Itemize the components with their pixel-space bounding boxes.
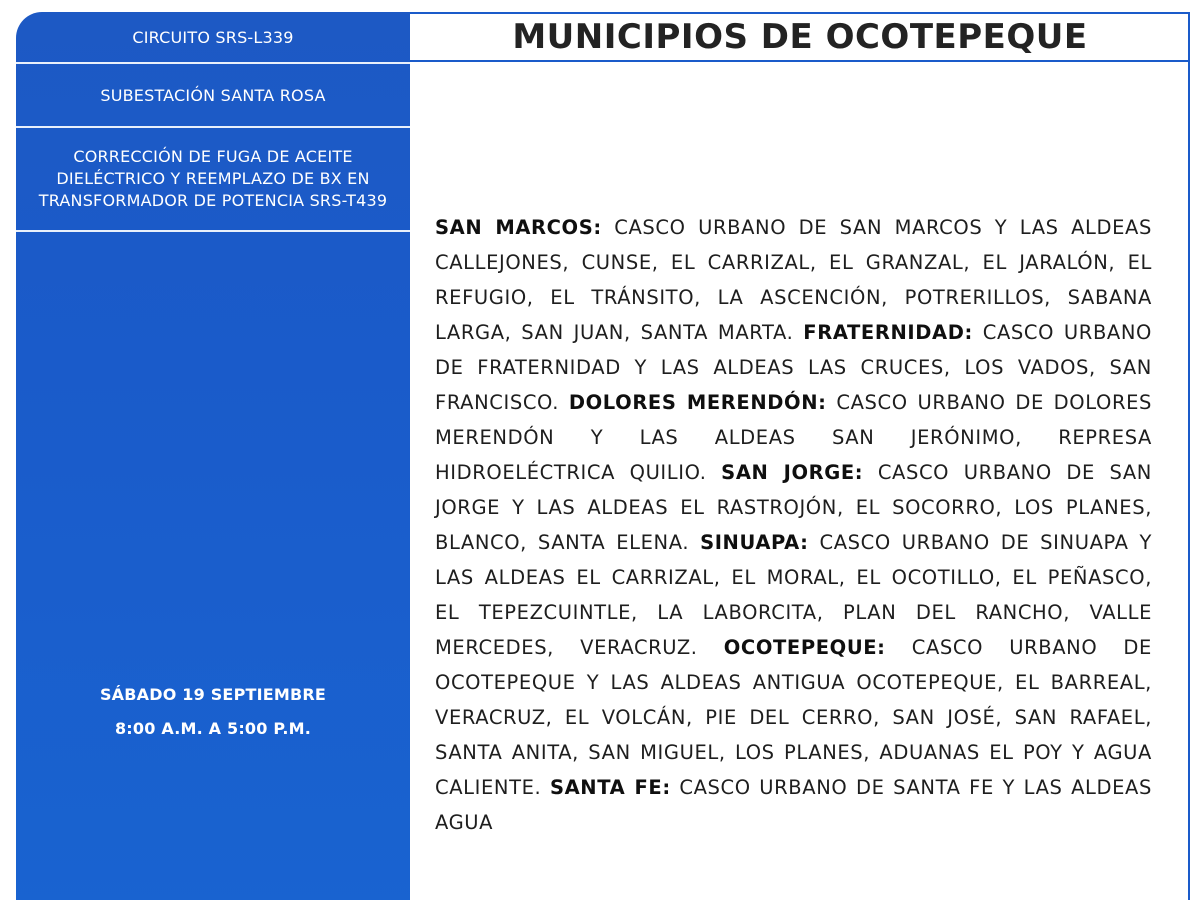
- circuit-label: CIRCUITO SRS-L339: [132, 27, 294, 47]
- municipality-areas: CASCO URBANO DE SAN JORGE Y LAS ALDEAS EL RASTROJÓN, EL SOCORRO, LOS PLANES, BLANCO, SANTA ELENA.: [435, 461, 1152, 554]
- municipalities-list: [435, 210, 1152, 840]
- outage-date: SÁBADO 19 SEPTIEMBRE: [99, 685, 327, 704]
- page-title: MUNICIPIOS DE OCOTEPEQUE: [512, 17, 1088, 57]
- municipality-areas: CASCO URBANO DE DOLORES MERENDÓN Y LAS ALDEAS SAN JERÓNIMO, REPRESA HIDROELÉCTRICA QUILIO.: [435, 391, 1152, 484]
- left-info-panel: [16, 12, 410, 900]
- schedule-block: [16, 677, 410, 747]
- municipality-areas: CASCO URBANO DE OCOTEPEQUE Y LAS ALDEAS ANTIGUA OCOTEPEQUE, EL BARREAL, VERACRUZ, EL VOLCÁN, PIE DEL CERRO, SAN JOSÉ, SAN RAFAEL, SANTA ANITA, SAN MIGUEL, LOS PLANES, ADUANAS EL POY Y AGUA CALIENTE.: [435, 636, 1152, 799]
- outage-time: 8:00 A.M. A 5:00 P.M.: [114, 719, 312, 738]
- municipality-areas: CASCO URBANO DE FRATERNIDAD Y LAS ALDEAS LAS CRUCES, LOS VADOS, SAN FRANCISCO.: [435, 321, 1153, 414]
- municipality-name: DOLORES MERENDÓN:: [568, 391, 827, 414]
- work-description: CORRECCIÓN DE FUGA DE ACEITE DIELÉCTRICO Y REEMPLAZO DE BX EN TRANSFORMADOR DE POTENCIA SRS-T439: [38, 147, 388, 210]
- municipality-name: FRATERNIDAD:: [803, 321, 973, 344]
- municipality-name: SINUAPA:: [700, 531, 809, 554]
- municipality-name: SAN MARCOS:: [435, 216, 602, 239]
- municipality-name: SANTA FE:: [549, 776, 671, 799]
- municipality-name: SAN JORGE:: [721, 461, 864, 484]
- municipality-name: OCOTEPEQUE:: [723, 636, 886, 659]
- title-divider: [410, 60, 1190, 62]
- municipality-areas: CASCO URBANO DE SINUAPA Y LAS ALDEAS EL CARRIZAL, EL MORAL, EL OCOTILLO, EL PEÑASCO, EL TEPEZCUINTLE, LA LABORCITA, PLAN DEL RANCHO, VALLE MERCEDES, VERACRUZ.: [435, 531, 1152, 659]
- municipality-areas: CASCO URBANO DE SAN MARCOS Y LAS ALDEAS CALLEJONES, CUNSE, EL CARRIZAL, EL GRANZAL, EL JARALÓN, EL REFUGIO, EL TRÁNSITO, LA ASCENCIÓN, POTRERILLOS, SABANA LARGA, SAN JUAN, SANTA MARTA.: [435, 216, 1152, 344]
- substation-label: SUBESTACIÓN SANTA ROSA: [100, 85, 326, 105]
- divider: [16, 230, 410, 232]
- municipality-areas: CASCO URBANO DE SANTA FE Y LAS ALDEAS AGUA: [435, 776, 1152, 834]
